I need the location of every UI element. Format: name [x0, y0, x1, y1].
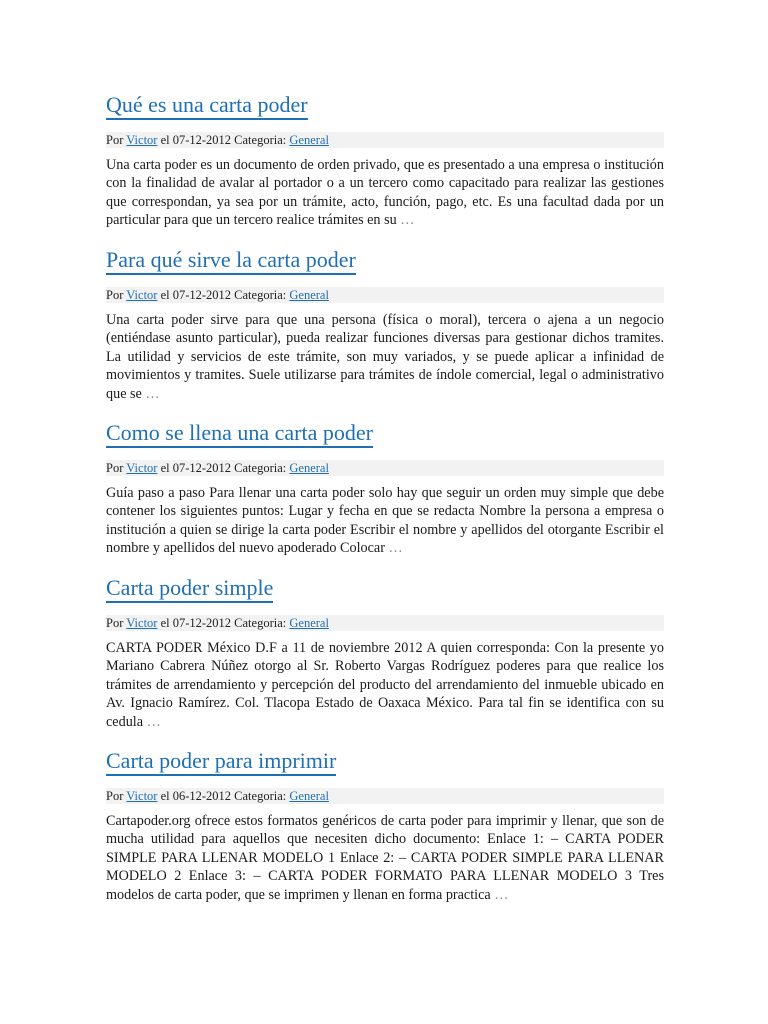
- meta-by-label: Por: [106, 133, 127, 147]
- read-more-ellipsis[interactable]: …: [400, 212, 416, 229]
- author-link[interactable]: Victor: [126, 789, 158, 803]
- post-title-link[interactable]: Carta poder para imprimir: [106, 748, 336, 776]
- excerpt-text: CARTA PODER México D.F a 11 de noviembre 2012 A quien corresponda: Con la presente yo Mariano Cabrera Núñez otorgo al Sr. Roberto Vargas Rodríguez poderes para que realice los trámites de arrendamiento y percepción del producto del arrendamiento del inmueble ubicado en Av. Ignacio Ramírez. Col. Tlacopa Estado de Oaxaca México. Para tal fin se identifica con su cedula: [106, 640, 664, 730]
- read-more-ellipsis[interactable]: …: [388, 540, 404, 557]
- post-meta: [106, 788, 664, 804]
- post-entry: [106, 748, 664, 918]
- meta-date: el 07-12-2012 Categoria:: [157, 133, 290, 147]
- author-link[interactable]: Victor: [126, 288, 158, 302]
- excerpt-text: Una carta poder sirve para que una persona (física o moral), tercera o ajena a un negocio (entiéndase asunto particular), pueda realizar funciones diversas para gestionar dichos tramites. La utilidad y servicios de este trámite, son muy variados, y se puede aplicar a infinidad de movimientos y tramites. Suele utilizarse para trámites de índole comercial, legal o administrativo que se: [106, 312, 664, 402]
- author-link[interactable]: Victor: [126, 133, 158, 147]
- post-excerpt: [106, 812, 664, 904]
- post-title-link[interactable]: Qué es una carta poder: [106, 92, 308, 120]
- meta-date: el 07-12-2012 Categoria:: [157, 461, 290, 475]
- post-entry: [106, 420, 664, 572]
- read-more-ellipsis[interactable]: …: [146, 713, 162, 730]
- category-link[interactable]: General: [289, 789, 329, 803]
- meta-by-label: Por: [106, 461, 127, 475]
- post-excerpt: [106, 639, 664, 731]
- post-excerpt: [106, 311, 664, 403]
- post-title-link[interactable]: Para qué sirve la carta poder: [106, 247, 356, 275]
- author-link[interactable]: Victor: [126, 461, 158, 475]
- read-more-ellipsis[interactable]: …: [145, 385, 161, 402]
- post-meta: [106, 287, 664, 303]
- read-more-ellipsis[interactable]: …: [494, 886, 510, 903]
- meta-date: el 07-12-2012 Categoria:: [157, 288, 290, 302]
- excerpt-text: Guía paso a paso Para llenar una carta poder solo hay que seguir un orden muy simple que debe contener los siguientes puntos: Lugar y fecha en que se redacta Nombre la persona a empresa o institución a quien se dirige la carta poder Escribir el nombre y apellidos del otorgante Escribir el nombre y apellidos del nuevo apoderado Colocar: [106, 485, 664, 557]
- meta-by-label: Por: [106, 789, 127, 803]
- author-link[interactable]: Victor: [126, 616, 158, 630]
- post-meta: [106, 615, 664, 631]
- excerpt-text: Cartapoder.org ofrece estos formatos genéricos de carta poder para imprimir y llenar, que son de mucha utilidad para aquellos que necesiten dicho documento: Enlace 1: – CARTA PODER SIMPLE PARA LLENAR MODELO 1 Enlace 2: – CARTA PODER SIMPLE PARA LLENAR MODELO 2 Enlace 3: – CARTA PODER FORMATO PARA LLENAR MODELO 3 Tres modelos de carta poder, que se imprimen y llenan en forma practica: [106, 813, 664, 903]
- post-title-link[interactable]: Como se llena una carta poder: [106, 420, 373, 448]
- meta-date: el 07-12-2012 Categoria:: [157, 616, 290, 630]
- post-excerpt: [106, 156, 664, 230]
- post-excerpt: [106, 484, 664, 558]
- post-entry: [106, 92, 664, 244]
- post-entry: [106, 247, 664, 417]
- post-meta: [106, 460, 664, 476]
- meta-by-label: Por: [106, 288, 127, 302]
- excerpt-text: Una carta poder es un documento de orden privado, que es presentado a una empresa o institución con la finalidad de avalar al portador o a un tercero como capacitado para realizar las gestiones que correspondan, ya sea por un trámite, acto, función, pago, etc. Es una facultad dada por un particular para que un tercero realice trámites en su: [106, 157, 664, 229]
- post-entry: [106, 575, 664, 745]
- category-link[interactable]: General: [289, 461, 329, 475]
- post-title-link[interactable]: Carta poder simple: [106, 575, 273, 603]
- category-link[interactable]: General: [289, 288, 329, 302]
- post-meta: [106, 132, 664, 148]
- category-link[interactable]: General: [289, 133, 329, 147]
- meta-by-label: Por: [106, 616, 127, 630]
- meta-date: el 06-12-2012 Categoria:: [157, 789, 290, 803]
- category-link[interactable]: General: [289, 616, 329, 630]
